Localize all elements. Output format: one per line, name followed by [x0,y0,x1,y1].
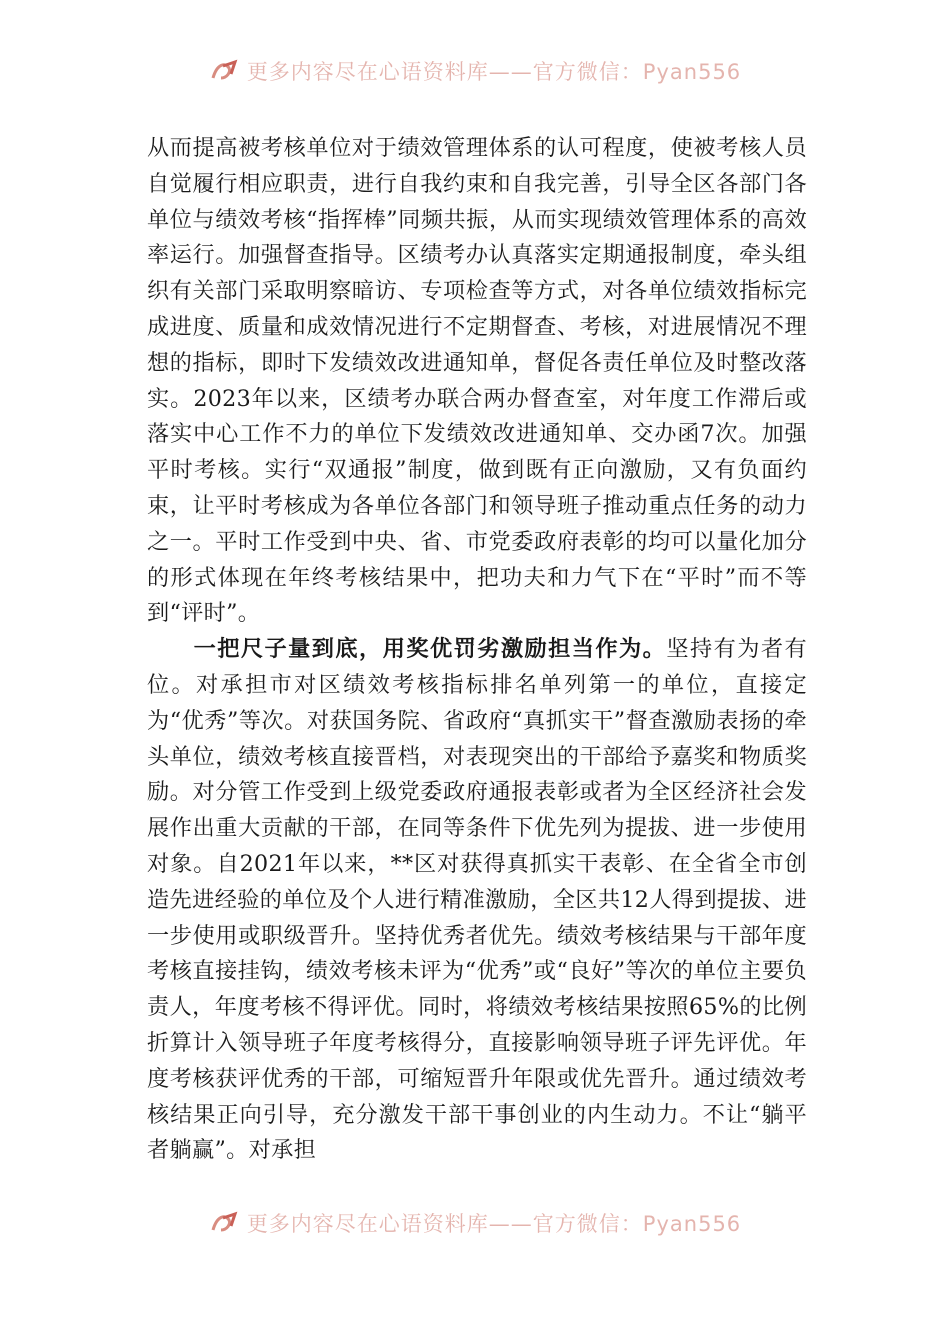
watermark-text: 更多内容尽在心语资料库——官方微信：Pyan556 [246,60,742,84]
document-body [147,131,807,1169]
paragraph-1 [147,131,807,632]
brand-logo-icon [209,1210,239,1236]
paragraph-2-text: 坚持有为者有位。对承担市对区绩效考核指标排名单列第一的单位，直接定为“优秀”等次。对获国务院、省政府“真抓实干”督查激励表扬的牵头单位，绩效考核直接晋档，对表现突出的干部给予嘉奖和物质奖励。对分管工作受到上级党委政府通报表彰或者为全区经济社会发展作出重大贡献的干部，在同等条件下优先列为提拔、进一步使用对象。自2021年以来，**区对获得真抓实干表彰、在全省全市创造先进经验的单位及个人进行精准激励，全区共12人得到提拔、进一步使用或职级晋升。坚持优秀者优先。绩效考核结果与干部年度考核直接挂钩，绩效考核未评为“优秀”或“良好”等次的单位主要负责人，年度考核不得评优。同时，将绩效考核结果按照65%的比例折算计入领导班子年度考核得分，直接影响领导班子评先评优。年度考核获评优秀的干部，可缩短晋升年限或优先晋升。通过绩效考核结果正向引导，充分激发干部干事创业的内生动力。不让“躺平者躺赢”。对承担 [147,636,807,1164]
paragraph-1-text: 从而提高被考核单位对于绩效管理体系的认可程度，使被考核人员自觉履行相应职责，进行自我约束和自我完善，引导全区各部门各单位与绩效考核“指挥棒”同频共振，从而实现绩效管理体系的高效率运行。加强督查指导。区绩考办认真落实定期通报制度，牵头组织有关部门采取明察暗访、专项检查等方式，对各单位绩效指标完成进度、质量和成效情况进行不定期督查、考核，对进展情况不理想的指标，即时下发绩效改进通知单，督促各责任单位及时整改落实。2023年以来，区绩考办联合两办督查室，对年度工作滞后或落实中心工作不力的单位下发绩效改进通知单、交办函7次。加强平时考核。实行“双通报”制度，做到既有正向激励，又有负面约束，让平时考核成为各单位各部门和领导班子推动重点任务的动力之一。平时工作受到中央、省、市党委政府表彰的均可以量化加分的形式体现在年终考核结果中，把功夫和力气下在“平时”而不等到“评时”。 [147,135,807,627]
paragraph-2 [147,632,807,1169]
brand-logo-icon [209,58,239,84]
paragraph-2-lead-heading: 一把尺子量到底，用奖优罚劣激励担当作为。 [193,636,667,663]
watermark-text: 更多内容尽在心语资料库——官方微信：Pyan556 [246,1212,742,1236]
watermark-footer [0,1208,950,1238]
watermark-header [0,56,950,86]
